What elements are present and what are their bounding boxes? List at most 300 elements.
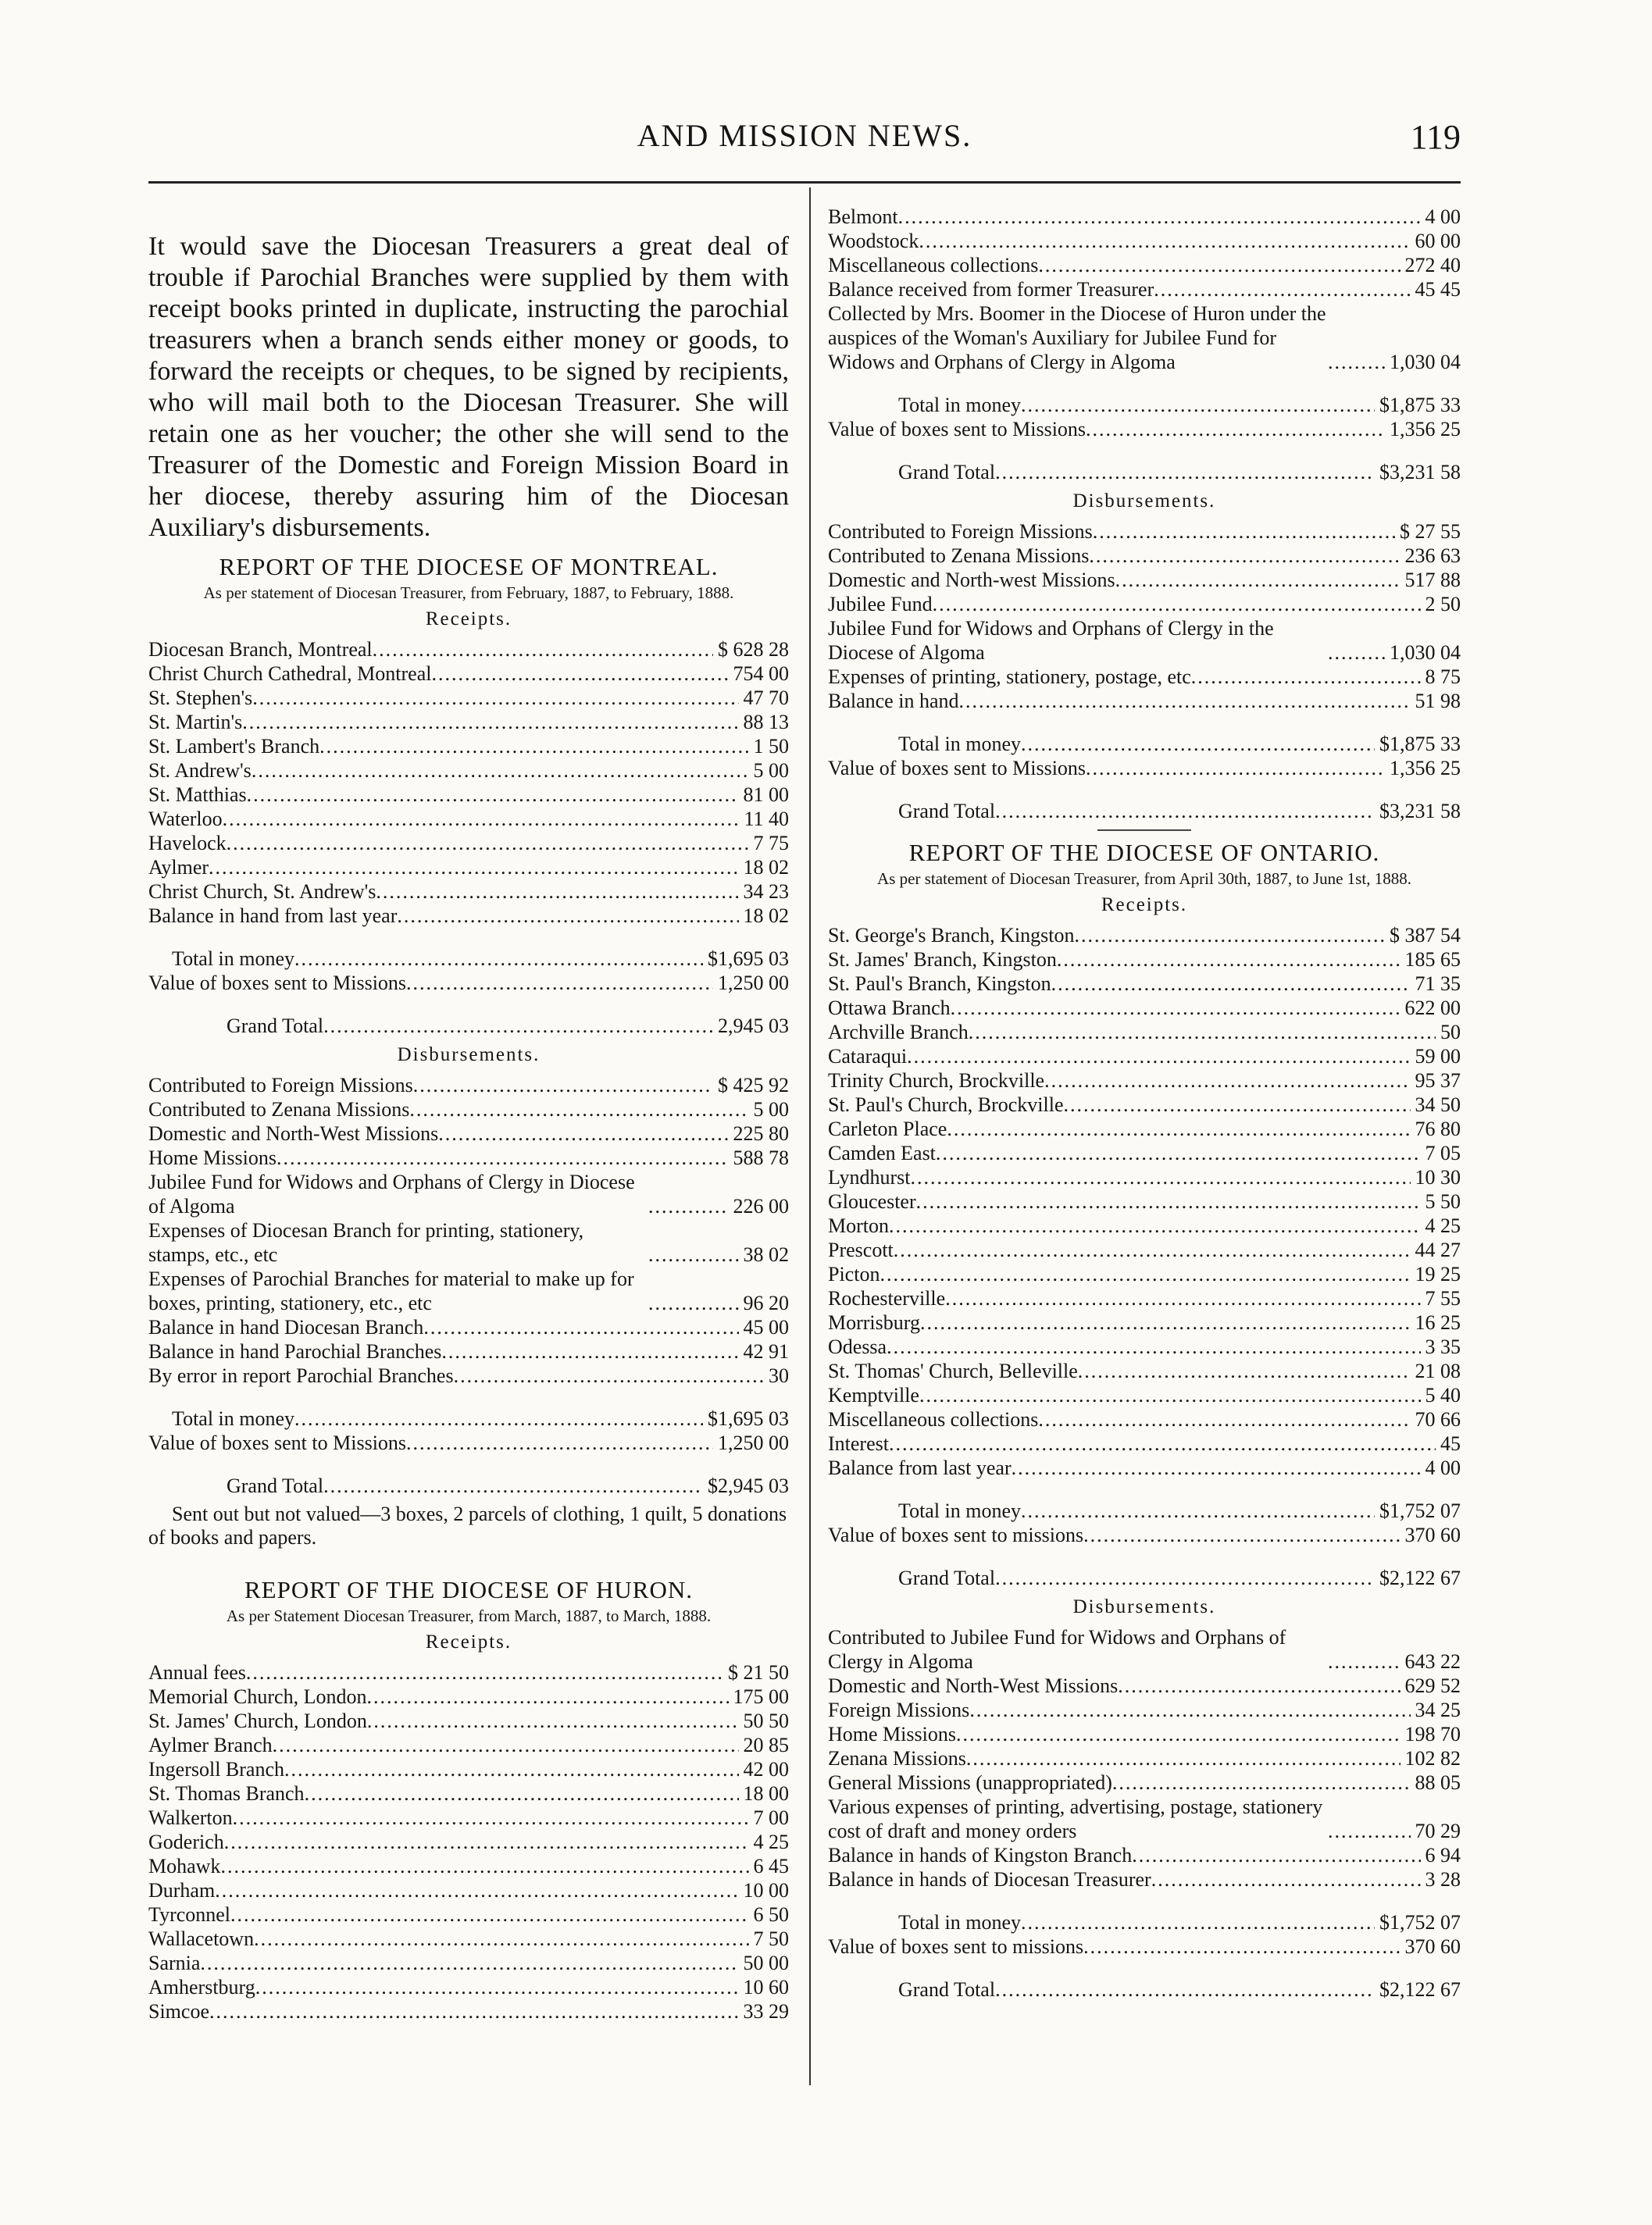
ledger-amount: 7 50 bbox=[753, 1927, 789, 1950]
ledger-amount: 34 50 bbox=[1415, 1093, 1461, 1116]
ledger-row bbox=[828, 1335, 1461, 1359]
ledger-label: Balance in hands of Diocesan Treasurer bbox=[828, 1868, 1151, 1891]
ledger-row bbox=[148, 734, 789, 758]
ledger-amount: 21 08 bbox=[1415, 1360, 1461, 1382]
leader-dots bbox=[956, 1722, 1400, 1746]
ledger-amount: 81 00 bbox=[743, 783, 789, 806]
ledger-amount: 88 13 bbox=[743, 711, 789, 733]
ledger-amount: 4 25 bbox=[753, 1831, 789, 1853]
ledger-amount: 1 50 bbox=[753, 735, 789, 758]
ledger-label: Odessa bbox=[828, 1335, 887, 1358]
leader-dots bbox=[246, 1660, 723, 1685]
ledger-label: St. Andrew's bbox=[148, 759, 252, 782]
ledger-amount: $ 27 55 bbox=[1400, 520, 1461, 543]
ledger-amount: 3 28 bbox=[1425, 1868, 1461, 1891]
ledger-amount: 175 00 bbox=[733, 1685, 789, 1708]
ledger-row bbox=[148, 1757, 789, 1781]
total-money-row: Total in money ..... $1,695 03 bbox=[148, 947, 789, 971]
ledger-row bbox=[828, 1359, 1461, 1383]
report-title: REPORT OF THE DIOCESE OF ONTARIO. bbox=[908, 839, 1380, 866]
ledger-amount: 643 22 bbox=[1404, 1650, 1461, 1673]
ledger-row bbox=[148, 1999, 789, 2024]
ledger-label: Kemptville bbox=[828, 1384, 919, 1407]
leader-dots bbox=[242, 710, 738, 734]
ledger-label: Wallacetown bbox=[148, 1927, 255, 1950]
ledger-row bbox=[148, 879, 789, 904]
leader-dots bbox=[1115, 568, 1400, 592]
ledger-amount: 34 23 bbox=[743, 880, 789, 903]
leader-dots bbox=[1093, 519, 1395, 544]
leader-dots bbox=[409, 1097, 748, 1121]
report-title: REPORT OF THE DIOCESE OF HURON. bbox=[244, 1576, 693, 1603]
left-column bbox=[148, 205, 789, 2024]
ledger-label: Various expenses of printing, advertising, postage, stationery cost of draft and money orders bbox=[828, 1795, 1323, 1842]
ledger-label: Domestic and North-west Missions bbox=[828, 569, 1115, 591]
grand-total-row: Grand Total ..... $2,122 67 bbox=[828, 1566, 1461, 1590]
ledger-row bbox=[148, 1902, 789, 1927]
leader-dots bbox=[438, 1121, 728, 1146]
ledger-label: Belmont bbox=[828, 205, 898, 228]
leader-dots bbox=[894, 1238, 1411, 1262]
leader-dots bbox=[898, 205, 1421, 229]
ledger-amount: 71 35 bbox=[1415, 972, 1461, 995]
ledger-row bbox=[828, 1795, 1461, 1843]
ledger-label: Mohawk bbox=[148, 1855, 221, 1877]
ledger-row bbox=[148, 1170, 789, 1218]
ledger-row bbox=[828, 1117, 1461, 1141]
ledger-row bbox=[828, 1044, 1461, 1068]
ledger-label: Collected by Mrs. Boomer in the Diocese of Huron under the auspices of the Woman's Auxiliary for Jubilee Fund for Widows and Orphans of Clergy in Algoma bbox=[828, 302, 1326, 373]
ledger-amount: 50 50 bbox=[743, 1710, 789, 1732]
leader-dots bbox=[648, 1243, 739, 1267]
ledger-label: Morton bbox=[828, 1214, 889, 1237]
ledger-label: Annual fees bbox=[148, 1661, 246, 1684]
ledger-row bbox=[148, 1315, 789, 1339]
ledger-label: St. Thomas Branch bbox=[148, 1782, 305, 1805]
receipts-heading: Receipts. bbox=[425, 608, 512, 629]
ledger-label: Rochesterville bbox=[828, 1287, 946, 1310]
boxes-row: Value of boxes sent to Missions ..... 1,250 00 bbox=[148, 971, 789, 995]
ledger-label: Woodstock bbox=[828, 230, 919, 252]
ledger-label: Domestic and North-West Missions bbox=[148, 1122, 439, 1145]
ledger-amount: 629 52 bbox=[1404, 1674, 1461, 1697]
ledger-label: By error in report Parochial Branches bbox=[148, 1364, 454, 1387]
ledger-row bbox=[148, 1709, 789, 1733]
leader-dots bbox=[648, 1194, 729, 1218]
ledger-amount: 517 88 bbox=[1404, 569, 1461, 591]
ledger-amount: 1,030 04 bbox=[1390, 351, 1461, 373]
ledger-row bbox=[148, 1097, 789, 1121]
ledger-row bbox=[148, 1660, 789, 1685]
column-divider bbox=[809, 187, 811, 2085]
ledger-label: Goderich bbox=[148, 1831, 224, 1853]
ledger-amount: 18 00 bbox=[743, 1782, 789, 1805]
ledger-label: Ottawa Branch bbox=[828, 997, 951, 1019]
leader-dots bbox=[1328, 1649, 1400, 1674]
ledger-row bbox=[148, 783, 789, 807]
leader-dots bbox=[919, 229, 1410, 253]
ledger-label: Tyrconnel bbox=[148, 1903, 231, 1926]
leader-dots bbox=[227, 831, 749, 855]
ledger-label: Expenses of Parochial Branches for material to make up for boxes, printing, stationery, etc., etc bbox=[148, 1268, 634, 1314]
receipts-list bbox=[148, 637, 789, 928]
leader-dots bbox=[919, 1383, 1421, 1407]
ledger-row bbox=[148, 1218, 789, 1267]
ledger-amount: 95 37 bbox=[1415, 1069, 1461, 1092]
ledger-amount: 622 00 bbox=[1404, 997, 1461, 1019]
ledger-label: Lyndhurst bbox=[828, 1166, 911, 1189]
ledger-label: Gloucester bbox=[828, 1190, 916, 1213]
ledger-amount: 34 25 bbox=[1415, 1699, 1461, 1721]
leader-dots bbox=[254, 1927, 748, 1951]
disbursements-list bbox=[828, 1625, 1461, 1892]
ledger-amount: $ 21 50 bbox=[728, 1661, 789, 1684]
leader-dots bbox=[215, 1878, 738, 1902]
ledger-row bbox=[148, 807, 789, 831]
ledger-amount: 3 35 bbox=[1425, 1335, 1461, 1358]
ledger-amount: 70 66 bbox=[1415, 1408, 1461, 1431]
ledger-amount: 38 02 bbox=[743, 1243, 789, 1266]
ledger-row bbox=[148, 1806, 789, 1830]
ledger-row bbox=[148, 1146, 789, 1170]
ledger-row bbox=[828, 1698, 1461, 1722]
leader-dots bbox=[969, 1020, 1436, 1044]
ledger-row bbox=[828, 947, 1461, 972]
report-subtitle: As per Statement Diocesan Treasurer, from March, 1887, to March, 1888. bbox=[226, 1606, 712, 1625]
leader-dots bbox=[947, 1117, 1410, 1141]
ledger-amount: 6 94 bbox=[1425, 1844, 1461, 1867]
ledger-row bbox=[828, 1456, 1461, 1480]
ledger-label: St. George's Branch, Kingston bbox=[828, 924, 1075, 947]
ledger-label: Balance in hand from last year bbox=[148, 904, 398, 927]
ledger-amount: 30 bbox=[769, 1364, 789, 1387]
ledger-amount: 76 80 bbox=[1415, 1118, 1461, 1140]
right-column bbox=[828, 205, 1461, 2002]
report-subtitle: As per statement of Diocesan Treasurer, from April 30th, 1887, to June 1st, 1888. bbox=[877, 869, 1411, 888]
leader-dots bbox=[1118, 1674, 1400, 1698]
receipts-heading: Receipts. bbox=[425, 1631, 512, 1653]
ledger-label: Zenana Missions bbox=[828, 1747, 966, 1770]
disbursements-list bbox=[148, 1073, 789, 1388]
ledger-amount: 2 50 bbox=[1425, 593, 1461, 615]
leader-dots bbox=[1328, 1819, 1411, 1843]
ontario-report bbox=[828, 840, 1461, 2002]
ledger-label: Expenses of printing, stationery, postage, etc bbox=[828, 665, 1191, 688]
ledger-row bbox=[148, 1854, 789, 1878]
ledger-row bbox=[828, 689, 1461, 713]
disbursements-heading: Disbursements. bbox=[397, 1044, 541, 1065]
ledger-row bbox=[828, 996, 1461, 1020]
leader-dots bbox=[920, 1310, 1411, 1335]
ledger-label: Balance in hand bbox=[828, 690, 959, 712]
ledger-label: Trinity Church, Brockville bbox=[828, 1069, 1045, 1092]
ledger-row bbox=[828, 1189, 1461, 1214]
ledger-label: Contributed to Zenana Missions bbox=[828, 544, 1090, 567]
ledger-amount: 51 98 bbox=[1415, 690, 1461, 712]
ledger-label: Prescott bbox=[828, 1239, 894, 1261]
header-rule bbox=[148, 181, 1461, 184]
ledger-amount: 33 29 bbox=[743, 2000, 789, 2023]
leader-dots bbox=[910, 1165, 1410, 1189]
ledger-label: Interest bbox=[828, 1432, 889, 1455]
ledger-label: Waterloo bbox=[148, 808, 223, 830]
ledger-label: St. James' Branch, Kingston bbox=[828, 948, 1057, 971]
ledger-label: Sarnia bbox=[148, 1952, 201, 1974]
ledger-amount: 45 bbox=[1440, 1432, 1461, 1455]
ledger-amount: 70 29 bbox=[1415, 1820, 1461, 1842]
huron-report bbox=[148, 1578, 789, 2024]
ledger-label: Miscellaneous collections bbox=[828, 254, 1039, 276]
ledger-amount: 88 05 bbox=[1415, 1771, 1461, 1794]
ledger-amount: 225 80 bbox=[733, 1122, 789, 1145]
ledger-row bbox=[828, 1383, 1461, 1407]
ledger-amount: 11 40 bbox=[744, 808, 789, 830]
ledger-row bbox=[828, 544, 1461, 568]
ledger-amount: 42 00 bbox=[743, 1758, 789, 1781]
ledger-row bbox=[148, 1685, 789, 1709]
ledger-label: St. Matthias bbox=[148, 783, 247, 806]
ledger-label: Ingersoll Branch bbox=[148, 1758, 285, 1781]
leader-dots bbox=[366, 1685, 728, 1709]
ledger-row bbox=[148, 710, 789, 734]
boxes-row: Value of boxes sent to Missions ..... 1,250 00 bbox=[148, 1431, 789, 1455]
ledger-label: Jubilee Fund for Widows and Orphans of Clergy in Diocese of Algoma bbox=[148, 1171, 635, 1218]
leader-dots bbox=[933, 592, 1421, 616]
ledger-amount: $ 425 92 bbox=[718, 1074, 789, 1096]
ledger-amount: 20 85 bbox=[743, 1734, 789, 1756]
ledger-amount: 5 00 bbox=[753, 1098, 789, 1121]
disbursements-list bbox=[828, 519, 1461, 713]
leader-dots bbox=[1132, 1843, 1420, 1867]
leader-dots bbox=[200, 1951, 738, 1975]
ledger-amount: 4 25 bbox=[1425, 1214, 1461, 1237]
ledger-label: Durham bbox=[148, 1879, 216, 1902]
leader-dots bbox=[224, 1830, 749, 1854]
ledger-row bbox=[148, 686, 789, 710]
ledger-row bbox=[148, 1733, 789, 1757]
ledger-amount: 19 25 bbox=[1415, 1263, 1461, 1285]
leader-dots bbox=[889, 1214, 1421, 1238]
ledger-amount: 42 91 bbox=[743, 1340, 789, 1363]
ledger-row bbox=[148, 1267, 789, 1315]
ledger-label: Foreign Missions bbox=[828, 1699, 970, 1721]
ledger-row bbox=[148, 855, 789, 879]
ledger-label: Contributed to Foreign Missions bbox=[148, 1074, 413, 1096]
ledger-amount: 4 00 bbox=[1425, 205, 1461, 228]
grand-total-row: Grand Total ..... $2,945 03 bbox=[148, 1474, 789, 1498]
leader-dots bbox=[951, 996, 1400, 1020]
ledger-label: Balance received from former Treasurer bbox=[828, 278, 1154, 301]
ledger-label: Christ Church, St. Andrew's bbox=[148, 880, 376, 903]
leader-dots bbox=[252, 686, 738, 710]
ledger-label: Morrisburg bbox=[828, 1311, 920, 1334]
ledger-row bbox=[148, 637, 789, 661]
ledger-row bbox=[828, 568, 1461, 592]
ledger-label: St. Martin's bbox=[148, 711, 243, 733]
ledger-row bbox=[828, 301, 1461, 374]
leader-dots bbox=[1154, 277, 1410, 301]
ledger-amount: 45 45 bbox=[1415, 278, 1461, 301]
ledger-amount: 7 75 bbox=[753, 832, 789, 854]
ledger-amount: 185 65 bbox=[1404, 948, 1461, 971]
ledger-row bbox=[148, 1339, 789, 1364]
leader-dots bbox=[966, 1746, 1400, 1770]
ledger-label: St. Paul's Church, Brockville bbox=[828, 1093, 1064, 1116]
ledger-amount: 1,030 04 bbox=[1390, 641, 1461, 664]
ledger-row bbox=[828, 1674, 1461, 1698]
total-money-row: Total in money ..... $1,752 07 bbox=[828, 1910, 1461, 1934]
ledger-row bbox=[148, 1927, 789, 1951]
ledger-amount: 60 00 bbox=[1415, 230, 1461, 252]
ledger-amount: 5 50 bbox=[1425, 1190, 1461, 1213]
ledger-row bbox=[828, 1310, 1461, 1335]
leader-dots bbox=[1151, 1867, 1421, 1892]
leader-dots bbox=[252, 758, 749, 783]
ledger-row bbox=[828, 1165, 1461, 1189]
leader-dots bbox=[423, 1315, 738, 1339]
ledger-label: Camden East bbox=[828, 1142, 936, 1164]
ledger-row bbox=[828, 1068, 1461, 1093]
total-money-row: Total in money ..... $1,695 03 bbox=[148, 1407, 789, 1431]
leader-dots bbox=[441, 1339, 738, 1364]
ledger-label: General Missions (unappropriated) bbox=[828, 1771, 1112, 1794]
ledger-row bbox=[148, 1830, 789, 1854]
leader-dots bbox=[887, 1335, 1420, 1359]
leader-dots bbox=[1191, 665, 1421, 689]
intro-paragraph: It would save the Diocesan Treasurers a great deal of trouble if Parochial Branches were supplied by them with receipt books printed in duplicate, instructing the parochial treasurers when a branch sends either money or goods, to forward the receipts or cheques, to be signed by recipients, who will mail both to the Diocesan Treasurer. She will retain one as her voucher; the other she will send to the Treasurer of the Domestic and Foreign Mission Board in her diocese, thereby assuring him of the Diocesan Auxiliary's disbursements. bbox=[148, 232, 789, 542]
leader-dots bbox=[1112, 1770, 1411, 1795]
ledger-row bbox=[828, 1432, 1461, 1456]
ledger-label: Memorial Church, London bbox=[148, 1685, 367, 1708]
huron-report-continued bbox=[828, 205, 1461, 823]
leader-dots bbox=[889, 1432, 1436, 1456]
leader-dots bbox=[209, 855, 738, 879]
leader-dots bbox=[273, 1733, 739, 1757]
ledger-row bbox=[828, 1843, 1461, 1867]
ledger-label: St. Lambert's Branch bbox=[148, 735, 320, 758]
ledger-label: Cataraqui bbox=[828, 1045, 908, 1068]
leader-dots bbox=[1328, 640, 1385, 665]
ledger-label: Contributed to Jubilee Fund for Widows and Orphans of Clergy in Algoma bbox=[828, 1626, 1286, 1673]
ledger-label: Simcoe bbox=[148, 2000, 209, 2023]
ledger-label: Home Missions bbox=[828, 1723, 956, 1745]
receipts-list bbox=[148, 1660, 789, 2024]
ledger-amount: 7 55 bbox=[1425, 1287, 1461, 1310]
ledger-row bbox=[148, 1951, 789, 1975]
ledger-label: St. Paul's Branch, Kingston bbox=[828, 972, 1051, 995]
boxes-row: Value of boxes sent to Missions ..... 1,356 25 bbox=[828, 756, 1461, 780]
montreal-report bbox=[148, 554, 789, 1549]
ledger-amount: 236 63 bbox=[1404, 544, 1461, 567]
ledger-row bbox=[148, 1975, 789, 1999]
leader-dots bbox=[1012, 1456, 1421, 1480]
leader-dots bbox=[1038, 253, 1400, 277]
report-title: REPORT OF THE DIOCESE OF MONTREAL. bbox=[219, 553, 719, 580]
leader-dots bbox=[397, 904, 738, 928]
ledger-row bbox=[148, 831, 789, 855]
ledger-amount: 18 02 bbox=[743, 856, 789, 879]
ledger-label: Contributed to Foreign Missions bbox=[828, 520, 1093, 543]
running-title: AND MISSION NEWS. bbox=[637, 118, 972, 153]
ledger-row bbox=[148, 1781, 789, 1806]
disbursements-heading: Disbursements. bbox=[1072, 490, 1216, 512]
ledger-row bbox=[828, 229, 1461, 253]
ledger-amount: 50 bbox=[1440, 1021, 1461, 1043]
ledger-row bbox=[828, 1625, 1461, 1674]
boxes-row: Value of boxes sent to Missions ..... 1,356 25 bbox=[828, 417, 1461, 441]
leader-dots bbox=[1038, 1407, 1410, 1432]
report-subtitle: As per statement of Diocesan Treasurer, from February, 1887, to February, 1888. bbox=[203, 583, 734, 602]
ledger-amount: 4 00 bbox=[1425, 1457, 1461, 1479]
ledger-row bbox=[828, 277, 1461, 301]
ledger-amount: 10 00 bbox=[743, 1879, 789, 1902]
receipts-list bbox=[828, 923, 1461, 1480]
ledger-amount: 16 25 bbox=[1415, 1311, 1461, 1334]
ledger-amount: 6 45 bbox=[753, 1855, 789, 1877]
leader-dots bbox=[319, 734, 748, 758]
ledger-row bbox=[828, 519, 1461, 544]
leader-dots bbox=[1064, 1093, 1411, 1117]
page-header bbox=[148, 117, 1461, 164]
ledger-label: Havelock bbox=[148, 832, 227, 854]
ledger-amount: 96 20 bbox=[743, 1292, 789, 1314]
ledger-row bbox=[148, 1073, 789, 1097]
ledger-amount: 7 05 bbox=[1425, 1142, 1461, 1164]
leader-dots bbox=[1089, 544, 1400, 568]
ledger-label: Walkerton bbox=[148, 1806, 233, 1829]
leader-dots bbox=[936, 1141, 1421, 1165]
ledger-row bbox=[148, 758, 789, 783]
leader-dots bbox=[230, 1902, 748, 1927]
leader-dots bbox=[255, 1975, 739, 1999]
grand-total-row: Grand Total ..... $3,231 58 bbox=[828, 460, 1461, 484]
ledger-row bbox=[828, 253, 1461, 277]
ledger-amount: 272 40 bbox=[1404, 254, 1461, 276]
grand-total-row: Grand Total ..... $3,231 58 bbox=[828, 799, 1461, 823]
ledger-label: Picton bbox=[828, 1263, 880, 1285]
leader-dots bbox=[1074, 923, 1385, 947]
ledger-label: Archville Branch bbox=[828, 1021, 969, 1043]
receipts-heading: Receipts. bbox=[1101, 894, 1188, 915]
grand-total-row: Grand Total ..... $2,122 67 bbox=[828, 1977, 1461, 2002]
leader-dots bbox=[969, 1698, 1410, 1722]
leader-dots bbox=[1051, 972, 1411, 996]
ledger-amount: 47 70 bbox=[743, 686, 789, 709]
leader-dots bbox=[916, 1189, 1421, 1214]
leader-dots bbox=[284, 1757, 738, 1781]
ledger-amount: 10 60 bbox=[743, 1976, 789, 1999]
leader-dots bbox=[220, 1854, 748, 1878]
ledger-row bbox=[828, 972, 1461, 996]
ledger-amount: 5 00 bbox=[753, 759, 789, 782]
ledger-row bbox=[148, 904, 789, 928]
ledger-label: St. James' Church, London bbox=[148, 1710, 367, 1732]
ledger-label: Jubilee Fund for Widows and Orphans of Clergy in the Diocese of Algoma bbox=[828, 617, 1274, 664]
ledger-label: Contributed to Zenana Missions bbox=[148, 1098, 410, 1121]
report-note: Sent out but not valued—3 boxes, 2 parcels of clothing, 1 quilt, 5 donations of books and papers. bbox=[148, 1503, 787, 1549]
leader-dots bbox=[1044, 1068, 1410, 1093]
boxes-row: Value of boxes sent to missions ..... 370 60 bbox=[828, 1523, 1461, 1547]
ledger-label: Balance in hands of Kingston Branch bbox=[828, 1844, 1133, 1867]
leader-dots bbox=[454, 1364, 764, 1388]
ledger-amount: 5 40 bbox=[1425, 1384, 1461, 1407]
ledger-row bbox=[148, 1121, 789, 1146]
ledger-row bbox=[828, 1214, 1461, 1238]
leader-dots bbox=[373, 637, 713, 661]
leader-dots bbox=[959, 689, 1411, 713]
leader-dots bbox=[1078, 1359, 1411, 1383]
ledger-row bbox=[828, 1867, 1461, 1892]
